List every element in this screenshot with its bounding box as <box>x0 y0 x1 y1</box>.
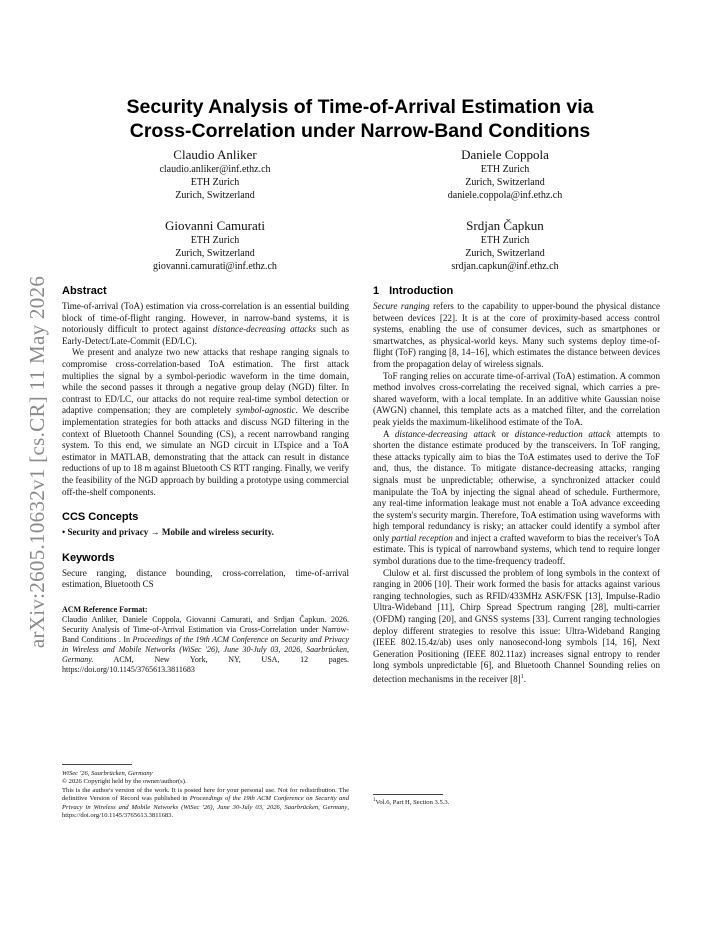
paper-title <box>60 95 660 143</box>
footnote: $^1$Vol.6, Part H, Section 3.5.3. <box>373 798 450 807</box>
author-name: Giovanni Camurati <box>164 218 265 233</box>
author-affiliation: ETH Zurich <box>480 164 530 175</box>
ccs-heading: CCS Concepts <box>62 511 139 524</box>
intro-paragraph-2: ToF ranging relies on accurate time-of-arrival (ToA) estimation. A common method involves cross-correlating the received signal, which carries a pre-shared waveform, with a local template. In an additive white Gaussian noise (AWGN) channel, this template acts as a matched filter, and the correlation peak yields the maximum-likelihood estimate of the ToA. <box>373 370 660 427</box>
author-affiliation: ETH Zurich <box>190 235 240 246</box>
title-line-1: Security Analysis of Time-of-Arrival Estimation via <box>126 96 594 118</box>
keywords-heading: Keywords <box>62 551 115 564</box>
footnote-divider <box>373 794 443 795</box>
author-affiliation: ETH Zurich <box>480 235 530 246</box>
author-version-note: This is the author's version of the work. It is posted here for your personal use. Not for redistribution. The definitive Version of Record was published in Proceedings of the 19th ACM Conference on Security and Privacy in Wireless and Mobile Networks (WiSec '26), June 30-July 03, 2026, Saarbrücken, Germany, https://doi.org/10.1145/3765613.3811683. <box>62 786 350 820</box>
right-column <box>373 284 660 686</box>
author-email: srdjan.capkun@inf.ethz.ch <box>451 261 559 272</box>
acm-ref-text: Claudio Anliker, Daniele Coppola, Giovanni Camurati, and Srdjan Čapkun. 2026. Security Analysis of Time-of-Arrival Estimation via Cross-Correlation under Narrow-Band Conditions . In Proceedings of the 19th ACM Conference on Security and Privacy in Wireless and Mobile Networks (WiSec '26), June 30-July 03, 2026, Saarbrücken, Germany. ACM, New York, NY, USA, 12 pages. https://doi.org/10.1145/3765613.3811683 <box>62 614 349 674</box>
author-name: Claudio Anliker <box>173 147 257 162</box>
intro-paragraph-3: A distance-decreasing attack or distance-reduction attack attempts to shorten the distance estimate produced by the transceivers. In ToF ranging, these attacks typically aim to bias the ToA estimates used to derive the ToF and, thus, the distance. To mitigate distance-decreasing attacks, ranging signals must be unpredictable; otherwise, a synchronized attacker could manipulate the ToA by injecting the signal ahead of schedule. Furthermore, any real-time information leakage must not enable a ToA advance exceeding the system's security margin. Therefore, ToA estimation using waveforms with high temporal redundancy is risky; an attacker could identify a symbol after only partial reception and inject a crafted waveform to bias the receiver's ToA estimate. This is typical of narrowband systems, which tend to require longer symbol durations due to the time-frequency tradeoff. <box>373 428 661 567</box>
author-coppola <box>375 147 635 202</box>
intro-paragraph-1: Secure ranging refers to the capability to upper-bound the physical distance between devices [22]. It is at the core of proximity-based access control systems, enabling the use of consumer devices, such as smartphones or smartwatches, as physical-world keys. Many such systems deploy time-of-flight (ToF) ranging [8, 14–16], which estimates the distance between devices from the propagation delay of wireless signals. <box>373 301 660 369</box>
acm-ref-heading: ACM Reference Format: <box>62 604 148 614</box>
author-location: Zurich, Switzerland <box>465 177 545 188</box>
left-footer <box>62 770 349 820</box>
author-anliker <box>85 147 345 202</box>
author-email: daniele.coppola@inf.ethz.ch <box>447 190 563 201</box>
ccs-concepts: • Security and privacy → Mobile and wireless security. <box>62 527 274 538</box>
author-capkun <box>375 218 635 273</box>
abstract-paragraph-1: Time-of-arrival (ToA) estimation via cross-correlation is an essential building block of time-of-flight ranging. However, in narrow-band systems, it is notoriously difficult to protect against distance-decreasing attacks such as Early-Detect/Late-Commit (ED/LC). <box>62 301 349 346</box>
author-location: Zurich, Switzerland <box>465 248 545 259</box>
author-email: giovanni.camurati@inf.ethz.ch <box>153 261 277 272</box>
left-column <box>62 284 349 675</box>
author-email: claudio.anliker@inf.ethz.ch <box>159 164 271 175</box>
abstract-heading: Abstract <box>62 285 107 297</box>
author-name: Daniele Coppola <box>461 147 549 162</box>
copyright-note: © 2026 Copyright held by the owner/author(s). <box>62 778 187 786</box>
intro-heading: 1 Introduction <box>373 285 454 297</box>
author-affiliation: ETH Zurich <box>190 177 240 188</box>
author-camurati <box>85 218 345 273</box>
footer-divider <box>62 764 132 765</box>
author-name: Srdjan Čapkun <box>466 218 544 233</box>
author-location: Zurich, Switzerland <box>175 248 255 259</box>
intro-paragraph-4: Clulow et al. first discussed the problem of long symbols in the context of ranging in 2006 [10]. Their work formed the basis for attacks against various ranging technologies, such as RFID/433MHz ASK/FSK [13], Impulse-Radio Ultra-Wideband [11], Chirp Spread Spectrum ranging [28], multi-carrier (OFDM) ranging [20], and GNSS systems [33]. Current ranging technologies deploy different strategies to resolve this issue: Ultra-Wideband Ranging (IEEE 802.15.4z/ab) uses only nanosecond-long symbols [14, 16], Next Generation Positioning (IEEE 802.11az) increases signal entropy to render long symbols unpredictable [6], and Bluetooth Channel Sounding relies on detection mechanisms in the receiver $[8]^1$. <box>373 567 660 685</box>
venue-note: WiSec '26, Saarbrücken, Germany <box>62 770 153 777</box>
arxiv-stamp: arXiv:2605.10632v1 [cs.CR] 11 May 2026 <box>25 275 49 649</box>
author-location: Zurich, Switzerland <box>175 190 255 201</box>
abstract-paragraph-2: We present and analyze two new attacks that reshape ranging signals to compromise cross-correlation-based ToA estimation. The first attack multiplies the signal by a symbol-periodic waveform in the time domain, while the second passes it through a negative group delay (NGD) filter. In contrast to ED/LC, our attacks do not require real-time symbol detection or adaptive compensation; they are completely symbol-agnostic. We describe implementation strategies for both attacks and discuss NGD filtering in the context of Bluetooth Channel Sounding (CS), a recent narrowband ranging system. To this end, we simulate an NGD circuit in LTspice and a ToA estimator in MATLAB, demonstrating that the attack can result in distance reductions of up to 18 m against Bluetooth CS RTT ranging. Finally, we verify the feasibility of the NGD approach by building a prototype using commercial off-the-shelf components. <box>62 347 349 497</box>
keywords-text: Secure ranging, distance bounding, cross-correlation, time-of-arrival estimation, Bluetooth CS <box>62 567 349 590</box>
title-line-2: Cross-Correlation under Narrow-Band Conditions <box>129 120 591 142</box>
